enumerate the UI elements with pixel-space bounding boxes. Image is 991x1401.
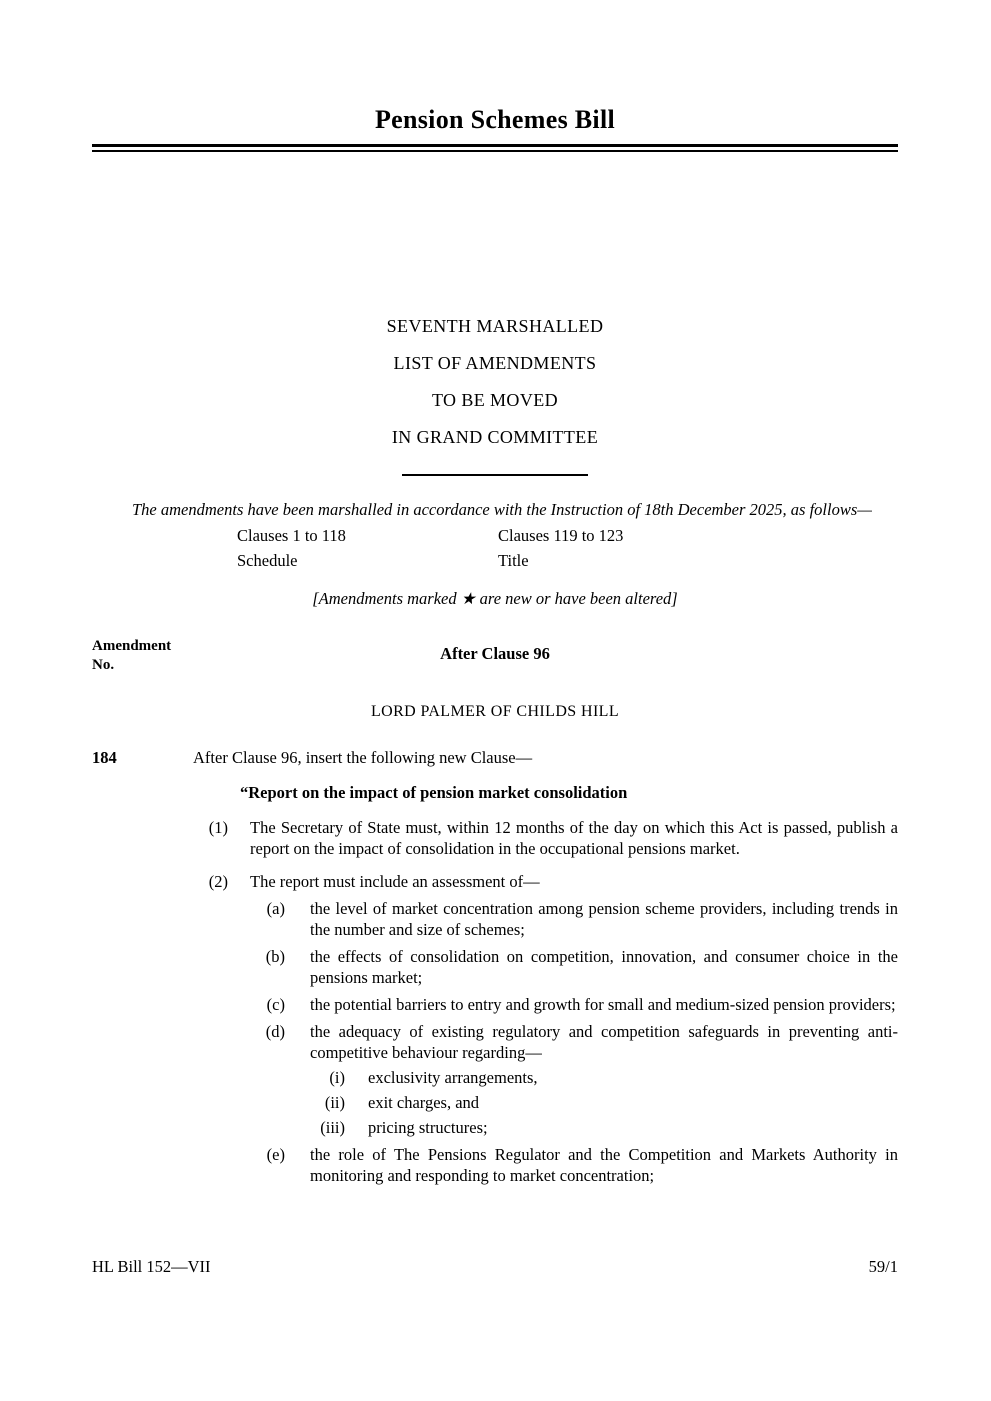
clause-item-text: exit charges, and bbox=[368, 1093, 480, 1112]
clause-item bbox=[92, 1117, 898, 1138]
heading-line: IN GRAND COMMITTEE bbox=[391, 427, 599, 447]
clause-item-text: pricing structures; bbox=[368, 1118, 488, 1137]
starred-amendments-note: [Amendments marked ★ are new or have been altered] bbox=[312, 589, 678, 608]
clause-item-label: (a) bbox=[266, 899, 285, 918]
marshalling-note: The amendments have been marshalled in accordance with the Instruction of 18th December 2025, as follows— bbox=[132, 500, 872, 519]
amendment-number: 184 bbox=[92, 748, 117, 767]
clause-item-label: (b) bbox=[265, 947, 285, 966]
clause-item-label: (i) bbox=[329, 1068, 345, 1087]
separator-rule bbox=[402, 474, 588, 476]
clause-item-label: (2) bbox=[208, 872, 228, 891]
bill-title: Pension Schemes Bill bbox=[374, 105, 615, 134]
clause-item-text: The report must include an assessment of— bbox=[250, 872, 540, 891]
clause-item bbox=[92, 1067, 898, 1088]
clause-item-label: (iii) bbox=[320, 1118, 345, 1137]
amendment-no-column-label: Amendment No. bbox=[92, 638, 172, 673]
title-double-rule bbox=[92, 144, 898, 152]
marshalling-entry: Title bbox=[498, 551, 529, 570]
clause-item bbox=[92, 817, 898, 859]
clause-item-label: (ii) bbox=[324, 1093, 345, 1112]
marshalling-column-right bbox=[498, 523, 623, 573]
clause-item bbox=[92, 871, 898, 892]
clause-item-text: The Secretary of State must, within 12 months of the day on which this Act is passed, publish a report on the impact of consolidation in the occupational pensions market. bbox=[250, 818, 898, 858]
after-clause-heading: After Clause 96 bbox=[440, 644, 550, 663]
clause-item-text: the level of market concentration among pension scheme providers, including trends in the number and size of schemes; bbox=[310, 899, 898, 939]
clause-item bbox=[92, 898, 898, 940]
clause-item bbox=[92, 1021, 898, 1063]
document-page bbox=[92, 0, 898, 1186]
marshalling-entry: Clauses 1 to 118 bbox=[237, 526, 346, 545]
clause-item-label: (e) bbox=[266, 1145, 285, 1164]
clause-item bbox=[92, 946, 898, 988]
clause-item bbox=[92, 1144, 898, 1186]
heading-line: TO BE MOVED bbox=[431, 390, 559, 410]
heading-line: LIST OF AMENDMENTS bbox=[393, 353, 597, 373]
bill-reference: HL Bill 152—VII bbox=[92, 1257, 211, 1276]
clause-item-text: exclusivity arrangements, bbox=[368, 1068, 538, 1087]
marshalling-order bbox=[92, 523, 898, 575]
clause-items bbox=[92, 817, 898, 1186]
clause-item bbox=[92, 994, 898, 1015]
clause-item-label: (1) bbox=[208, 818, 228, 837]
clause-item-text: the effects of consolidation on competition, innovation, and consumer choice in the pensions market; bbox=[310, 947, 898, 987]
marshalling-entry: Schedule bbox=[237, 551, 298, 570]
mover-name: LORD PALMER OF CHILDS HILL bbox=[370, 703, 620, 720]
amendment-section-header bbox=[92, 637, 898, 685]
clause-item-text: the role of The Pensions Regulator and the Competition and Markets Authority in monitoring and responding to market concentration; bbox=[310, 1145, 898, 1185]
marshalling-column-left bbox=[237, 523, 346, 573]
amendment-instruction: After Clause 96, insert the following new Clause— bbox=[193, 748, 533, 767]
marshalling-entry: Clauses 119 to 123 bbox=[498, 526, 624, 545]
sheet-number: 59/1 bbox=[868, 1257, 898, 1276]
clause-item-label: (d) bbox=[265, 1022, 285, 1041]
clause-item-text: the adequacy of existing regulatory and competition safeguards in preventing anti-competitive behaviour regarding— bbox=[310, 1022, 898, 1062]
clause-item bbox=[92, 1092, 898, 1113]
amendment-184 bbox=[92, 747, 898, 768]
marshalled-list-heading bbox=[92, 308, 898, 456]
clause-item-text: the potential barriers to entry and growth for small and medium-sized pension providers; bbox=[310, 995, 896, 1014]
new-clause-title: “Report on the impact of pension market consolidation bbox=[240, 783, 628, 802]
page-footer bbox=[92, 1256, 898, 1277]
heading-line: SEVENTH MARSHALLED bbox=[386, 316, 604, 336]
clause-item-label: (c) bbox=[266, 995, 285, 1014]
